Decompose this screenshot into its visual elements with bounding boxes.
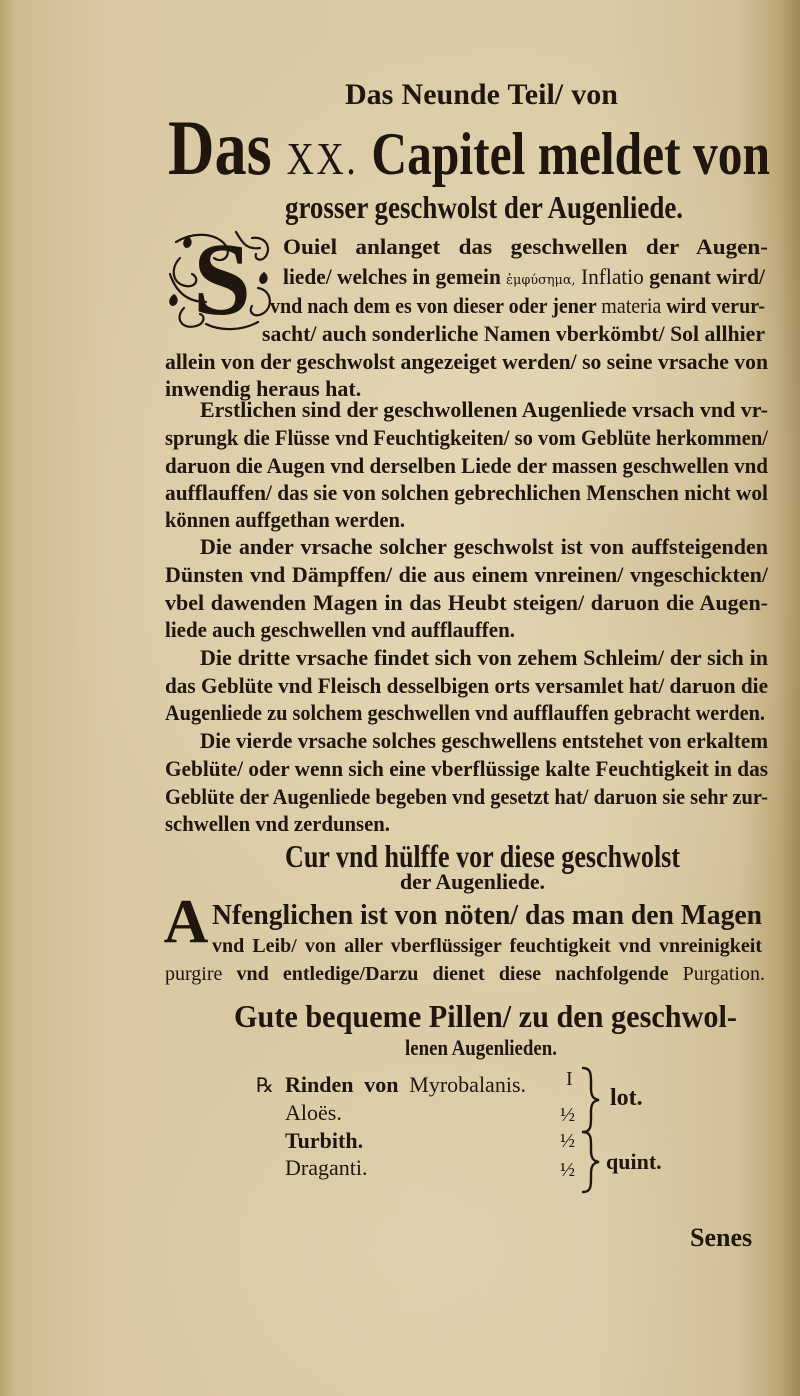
- chapter-number: XX.: [286, 133, 359, 184]
- ingredient-name: [285, 1071, 526, 1099]
- cause-line: [165, 616, 515, 644]
- ingredient-name-text: Aloës.: [285, 1100, 342, 1125]
- latin-term: purgire: [165, 963, 223, 985]
- cause-line: [165, 589, 768, 617]
- cause-line: [165, 699, 765, 727]
- cure-subheading: [400, 868, 545, 896]
- ingredient-amount: [560, 1127, 580, 1155]
- cure-line-text: Nfenglichen ist von nöten/ das man den Magen: [212, 900, 762, 931]
- ingredient-amount-text: ½: [560, 1104, 575, 1126]
- recipe-symbol-text: ℞: [256, 1073, 274, 1097]
- cause-line-text: Die ander vrsache solcher geschwolst ist von auffsteigenden: [200, 534, 768, 559]
- ingredient-name: [285, 1099, 355, 1127]
- pills-heading: [234, 996, 737, 1036]
- cause-line-text: das Geblüte vnd Fleisch desselbigen orts versamlet hat/ daruon die: [165, 673, 768, 698]
- cause-line-text: sprungk die Flüsse vnd Feuchtigkeiten/ so vom Geblüte herkommen/: [165, 425, 768, 450]
- chapter-title-word: Das: [168, 104, 272, 191]
- cause-line-text: Geblüte/ oder wenn sich eine vberflüssige kalte Feuchtigkeit in das: [165, 756, 768, 781]
- unit-label-text: quint.: [606, 1149, 662, 1174]
- intro-line: [262, 320, 765, 348]
- unit-label: [606, 1148, 664, 1176]
- chapter-subtitle: [285, 187, 683, 227]
- ingredient-amount: [560, 1156, 580, 1184]
- intro-line-text: Ouiel anlanget das geschwellen der Augen-: [283, 234, 768, 259]
- cure-line: [212, 933, 762, 959]
- drop-cap-a: [162, 888, 210, 956]
- ingredient-name: [285, 1154, 380, 1182]
- latin-term: materia: [601, 293, 662, 318]
- brace-icon: [580, 1066, 602, 1134]
- intro-line-text: [270, 292, 765, 320]
- pills-subheading: [405, 1034, 557, 1062]
- cause-line-text: können auffgethan werden.: [165, 507, 405, 532]
- text-segment: wird verur-: [661, 293, 765, 318]
- intro-line-text: [283, 263, 765, 295]
- running-head: [345, 77, 618, 113]
- cause-line: [165, 561, 768, 589]
- ingredient-amount-text: ½: [560, 1130, 575, 1152]
- ingredient-name-text: Turbith.: [285, 1128, 364, 1153]
- text-segment: Rinden von: [285, 1072, 410, 1097]
- unit-label: [610, 1084, 654, 1112]
- cause-line-text: schwellen vnd zerdunsen.: [165, 811, 390, 836]
- ingredient-amount-text: ½: [560, 1159, 575, 1181]
- cause-line: [165, 506, 405, 534]
- cure-line-text: [165, 961, 765, 987]
- cause-line: [165, 479, 768, 507]
- cause-line: [165, 755, 768, 783]
- ingredient-amount: [566, 1065, 580, 1093]
- cause-line-text: Die vierde vrsache solches geschwellens entstehet von erkaltem: [200, 728, 768, 753]
- cause-line: [165, 672, 768, 700]
- intro-line-text: allein von der geschwolst angezeiget werden/ so seine vrsache von: [165, 349, 768, 374]
- text-segment: genant wird/: [643, 264, 765, 289]
- cure-heading-text: Cur vnd hülffe vor diese geschwolst: [285, 838, 680, 874]
- cure-subheading-text: der Augenliede.: [400, 869, 545, 894]
- cause-line-text: liede auch geschwellen vnd aufflauffen.: [165, 617, 515, 642]
- greek-term: ἐμφύσημα,: [506, 273, 576, 288]
- running-head-text: Das Neunde Teil/ von: [345, 78, 618, 111]
- cure-line: [212, 899, 762, 933]
- chapter-title-text: [168, 104, 770, 197]
- intro-line: [270, 292, 765, 320]
- cause-line-text: Die dritte vrsache findet sich von zehem Schleim/ der sich in: [200, 645, 768, 670]
- drop-cap-letter: S: [193, 222, 251, 337]
- cause-line-text: vbel dawenden Magen in das Heubt steigen/ daruon die Augen-: [165, 590, 768, 615]
- intro-line-text: inwendig heraus hat.: [165, 376, 362, 401]
- text-segment: vnd nach dem es von dieser oder jener: [270, 293, 602, 318]
- intro-line: [165, 348, 768, 376]
- unit-label-text: lot.: [610, 1085, 643, 1111]
- chapter-title: [168, 104, 770, 191]
- pills-heading-text: Gute bequeme Pillen/ zu den geschwol-: [234, 998, 737, 1034]
- cause-line: [165, 810, 390, 838]
- intro-line: [283, 263, 765, 291]
- ingredient-amount: [560, 1101, 580, 1129]
- cause-line: [200, 727, 768, 755]
- drop-cap-letter: A: [163, 888, 209, 956]
- cause-line-text: aufflauffen/ das sie von solchen gebrechlichen Menschen nicht wol: [165, 480, 768, 505]
- recipe-symbol: [256, 1071, 280, 1099]
- ingredient-name-text: [285, 1071, 526, 1099]
- cause-line-text: Dünsten vnd Dämpffen/ die aus einem vnreinen/ vngeschickten/: [165, 562, 768, 587]
- cause-line-text: Augenliede zu solchem geschwellen vnd aufflauffen gebracht werden.: [165, 700, 765, 725]
- cause-line-text: daruon die Augen vnd derselben Liede der massen geschwellen vnd: [165, 453, 768, 478]
- catchword-text: Senes: [690, 1223, 753, 1252]
- cause-line: [165, 424, 768, 452]
- text-segment: liede/ welches in gemein: [283, 264, 507, 289]
- cause-line: [200, 644, 768, 672]
- ingredient-amount-text: I: [566, 1068, 573, 1090]
- cure-line: [165, 961, 765, 987]
- cause-line-text: Erstlichen sind der geschwollenen Augenliede vrsach vnd vr-: [200, 397, 768, 422]
- intro-line: [283, 233, 768, 261]
- catchword: [690, 1222, 762, 1254]
- chapter-title-rest: Capitel meldet von: [371, 121, 770, 187]
- ingredient-name: [285, 1127, 371, 1155]
- cause-line: [200, 396, 768, 424]
- latin-term: Inflatio: [575, 264, 644, 289]
- intro-line-text: sacht/ auch sonderliche Namen vberkömbt/ Sol allhier: [262, 321, 765, 346]
- cause-line: [200, 533, 768, 561]
- cure-line-text: vnd Leib/ von aller vberflüssiger feuchtigkeit vnd vnreinigkeit: [212, 935, 762, 957]
- text-segment: vnd entledige/Darzu dienet diese nachfolgende: [222, 963, 683, 985]
- chapter-subtitle-text: grosser geschwolst der Augenliede.: [285, 189, 683, 225]
- drop-cap-s: [166, 222, 278, 337]
- brace-icon: [580, 1130, 602, 1194]
- ingredient-name-text: Draganti.: [285, 1155, 368, 1180]
- cause-line-text: Geblüte der Augenliede begeben vnd gesetzt hat/ daruon sie sehr zur-: [165, 784, 768, 809]
- latin-term: Purgation.: [682, 963, 765, 985]
- latin-term: Myrobalanis.: [409, 1072, 526, 1097]
- pills-subheading-text: lenen Augenlieden.: [405, 1035, 557, 1060]
- cause-line: [165, 783, 768, 811]
- cause-line: [165, 452, 768, 480]
